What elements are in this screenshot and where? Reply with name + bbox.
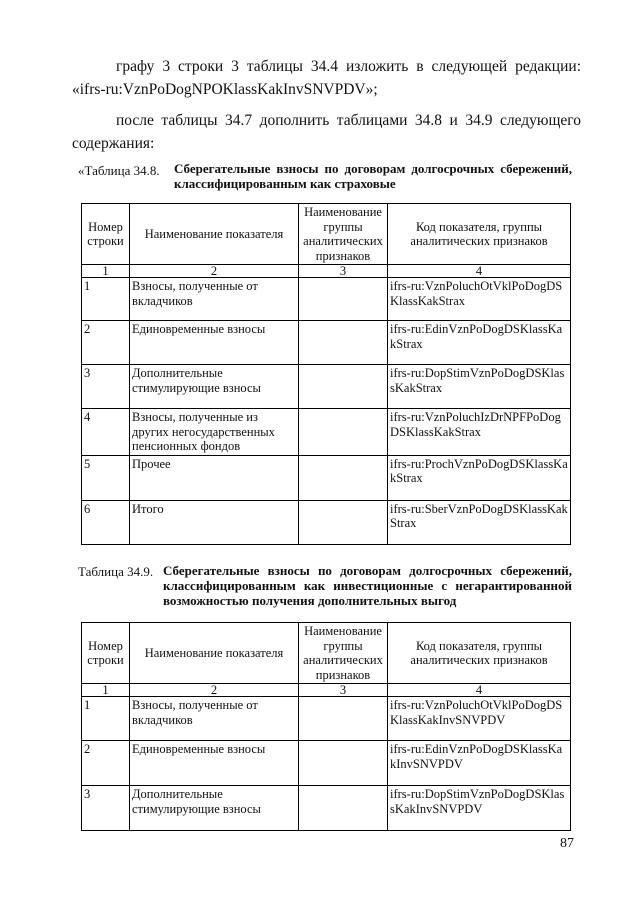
row-number: 3	[82, 786, 130, 831]
row-number: 1	[82, 278, 130, 321]
row-name: Дополнительные стимулирующие взносы	[130, 786, 299, 831]
table-row	[82, 321, 571, 365]
table1-title	[174, 161, 572, 191]
row-code: ifrs-ru:DopStimVznPoDogDSKlassKakInvSNVPDV	[388, 786, 571, 831]
row-group	[299, 697, 388, 741]
intro-line-4: содержания:	[72, 135, 155, 152]
table2-title-line-2: классифицированным как инвестиционные с негарантированной	[163, 578, 572, 593]
row-code: ifrs-ru:VznPoluchIzDrNPFPoDogDSKlassKakStrax	[388, 409, 571, 456]
table-row	[82, 409, 571, 456]
row-name: Взносы, полученные от вкладчиков	[130, 697, 299, 741]
row-code: ifrs-ru:EdinVznPoDogDSKlassKakInvSNVPDV	[388, 741, 571, 786]
table1-label: «Таблица 34.8.	[78, 163, 160, 178]
row-code: ifrs-ru:DopStimVznPoDogDSKlassKakStrax	[388, 365, 571, 409]
table2-colnum: 3	[299, 684, 388, 697]
row-code: ifrs-ru:VznPoluchOtVklPoDogDSKlassKakStrax	[388, 278, 571, 321]
table1-header-group: Наименование группы аналитических признаков	[299, 204, 388, 265]
table2	[81, 622, 571, 831]
table2-title-line-3: возможностью получения дополнительных выгод	[163, 593, 457, 608]
row-code: ifrs-ru:EdinVznPoDogDSKlassKakStrax	[388, 321, 571, 365]
table-row	[82, 697, 571, 741]
row-group	[299, 786, 388, 831]
table2-colnum: 1	[82, 684, 130, 697]
row-number: 2	[82, 321, 130, 365]
row-name: Дополнительные стимулирующие взносы	[130, 365, 299, 409]
row-group	[299, 409, 388, 456]
table1-title-line-1: Сберегательные взносы по договорам долгосрочных сбережений,	[174, 161, 572, 176]
row-group	[299, 278, 388, 321]
row-group	[299, 741, 388, 786]
row-number: 6	[82, 500, 130, 544]
row-group	[299, 455, 388, 500]
intro-line-2: «ifrs-ru:VznPoDogNPOKlassKakInvSNVPDV»;	[72, 81, 378, 98]
table-row	[82, 786, 571, 831]
table-row	[82, 278, 571, 321]
table2-label: Таблица 34.9.	[78, 564, 154, 579]
table2-header-code: Код показателя, группы аналитических признаков	[388, 623, 571, 684]
intro-line-1: графу 3 строки 3 таблицы 34.4 изложить в следующей редакции:	[116, 58, 581, 75]
table2-header-group: Наименование группы аналитических признаков	[299, 623, 388, 684]
row-number: 3	[82, 365, 130, 409]
table1-title-line-2: классифицированным как страховые	[174, 176, 396, 191]
table2-title-line-1: Сберегательные взносы по договорам долгосрочных сбережений,	[163, 563, 572, 578]
table1	[81, 203, 571, 545]
table-row	[82, 500, 571, 544]
row-name: Единовременные взносы	[130, 741, 299, 786]
table2-colnum: 4	[388, 684, 571, 697]
table2-colnum: 2	[130, 684, 299, 697]
table-row	[82, 365, 571, 409]
row-code: ifrs-ru:VznPoluchOtVklPoDogDSKlassKakInvSNVPDV	[388, 697, 571, 741]
row-group	[299, 365, 388, 409]
table1-header-code: Код показателя, группы аналитических признаков	[388, 204, 571, 265]
table1-colnum: 3	[299, 265, 388, 278]
table2-header-number: Номер строки	[82, 623, 130, 684]
table-row	[82, 455, 571, 500]
table2-header-name: Наименование показателя	[130, 623, 299, 684]
table1-colnum: 2	[130, 265, 299, 278]
table1-colnum: 1	[82, 265, 130, 278]
table-row	[82, 741, 571, 786]
row-number: 4	[82, 409, 130, 456]
row-name: Прочее	[130, 455, 299, 500]
row-code: ifrs-ru:ProchVznPoDogDSKlassKakStrax	[388, 455, 571, 500]
row-number: 5	[82, 455, 130, 500]
intro-line-3: после таблицы 34.7 дополнить таблицами 34.8 и 34.9 следующего	[116, 112, 581, 129]
table2-title	[163, 563, 572, 608]
page-number: 87	[560, 836, 574, 851]
row-name: Взносы, полученные из других негосударственных пенсионных фондов	[130, 409, 299, 456]
row-group	[299, 321, 388, 365]
row-number: 1	[82, 697, 130, 741]
row-name: Итого	[130, 500, 299, 544]
row-name: Взносы, полученные от вкладчиков	[130, 278, 299, 321]
row-number: 2	[82, 741, 130, 786]
table1-header-number: Номер строки	[82, 204, 130, 265]
table1-header-name: Наименование показателя	[130, 204, 299, 265]
row-code: ifrs-ru:SberVznPoDogDSKlassKakStrax	[388, 500, 571, 544]
table1-colnum: 4	[388, 265, 571, 278]
row-group	[299, 500, 388, 544]
row-name: Единовременные взносы	[130, 321, 299, 365]
